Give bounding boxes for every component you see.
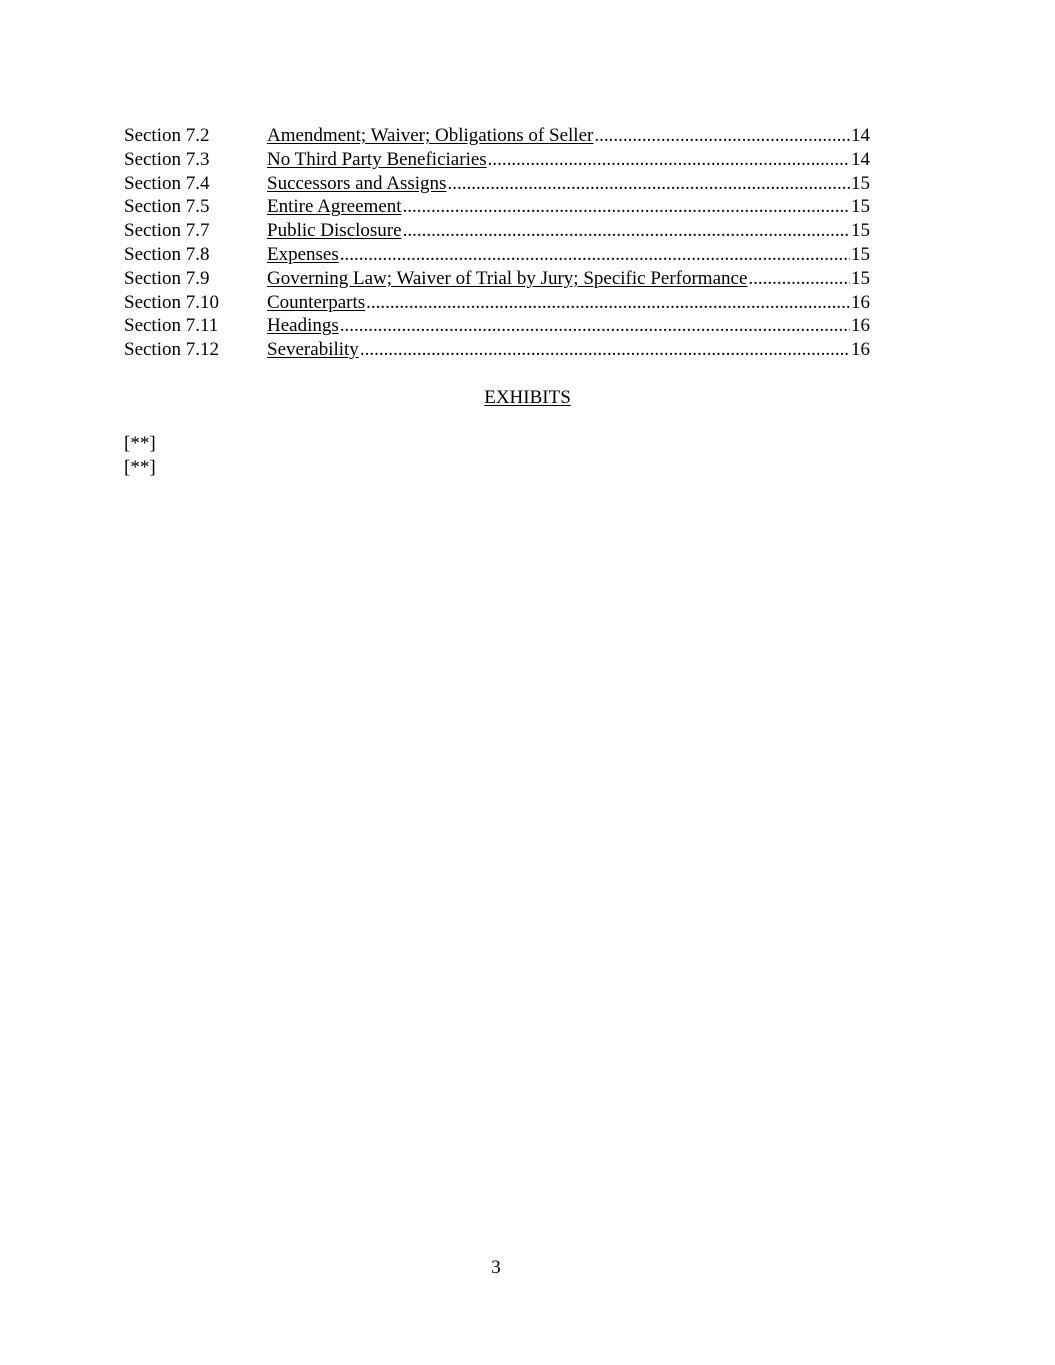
toc-page-number: 15 (851, 196, 870, 218)
exhibit-item: [**] (124, 457, 156, 478)
toc-section-number: Section 7.9 (124, 267, 210, 289)
toc-page-number: 15 (851, 220, 870, 242)
toc-dot-leader (340, 314, 850, 338)
toc-section-title[interactable]: Entire Agreement (267, 196, 402, 218)
toc-page-number: 14 (851, 125, 870, 146)
toc-page-number: 14 (851, 148, 870, 170)
toc-dot-leader (488, 148, 850, 172)
toc-row[interactable] (124, 195, 870, 219)
toc-dot-leader (403, 195, 850, 219)
toc-section-title[interactable]: No Third Party Beneficiaries (267, 148, 487, 170)
toc-dot-leader (748, 267, 850, 291)
toc-section-title[interactable]: Severability (267, 339, 359, 361)
exhibits-list (124, 432, 156, 480)
exhibits-section (0, 386, 1055, 410)
exhibits-heading: EXHIBITS (484, 387, 571, 408)
toc-page-number: 15 (851, 267, 870, 289)
toc-row[interactable] (124, 124, 870, 148)
toc-row[interactable] (124, 219, 870, 243)
toc-row[interactable] (124, 291, 870, 315)
toc-dot-leader (360, 338, 850, 362)
toc-section-title[interactable]: Amendment; Waiver; Obligations of Seller (267, 125, 594, 146)
toc-row[interactable] (124, 314, 870, 338)
toc-section-number: Section 7.3 (124, 148, 210, 170)
toc-section-title[interactable]: Expenses (267, 243, 339, 265)
toc-row[interactable] (124, 338, 870, 362)
toc-section-title[interactable]: Successors and Assigns (267, 172, 447, 194)
toc-section-number: Section 7.11 (124, 315, 219, 337)
toc-section-title[interactable]: Governing Law; Waiver of Trial by Jury; Specific Performance (267, 267, 748, 289)
toc-row[interactable] (124, 267, 870, 291)
toc-section-title[interactable]: Public Disclosure (267, 220, 402, 242)
toc-page-number: 15 (851, 243, 870, 265)
toc-row[interactable] (124, 172, 870, 196)
toc-page-number: 16 (851, 315, 870, 337)
toc-section-number: Section 7.2 (124, 125, 210, 146)
toc-section-number: Section 7.5 (124, 196, 210, 218)
table-of-contents (124, 124, 870, 362)
toc-dot-leader (366, 291, 850, 315)
toc-section-number: Section 7.4 (124, 172, 210, 194)
toc-section-number: Section 7.12 (124, 339, 219, 361)
toc-dot-leader (447, 172, 850, 196)
toc-section-number: Section 7.7 (124, 220, 210, 242)
toc-page-number: 16 (851, 291, 870, 313)
toc-row[interactable] (124, 243, 870, 267)
toc-page-number: 15 (851, 172, 870, 194)
toc-section-number: Section 7.8 (124, 243, 210, 265)
toc-dot-leader (340, 243, 850, 267)
toc-section-title[interactable]: Headings (267, 315, 339, 337)
toc-dot-leader (594, 124, 850, 148)
toc-section-title[interactable]: Counterparts (267, 291, 366, 313)
exhibit-item: [**] (124, 433, 156, 454)
page-number: 3 (491, 1257, 501, 1278)
toc-page-number: 16 (851, 339, 870, 361)
toc-dot-leader (403, 219, 850, 243)
toc-row[interactable] (124, 148, 870, 172)
toc-section-number: Section 7.10 (124, 291, 219, 313)
